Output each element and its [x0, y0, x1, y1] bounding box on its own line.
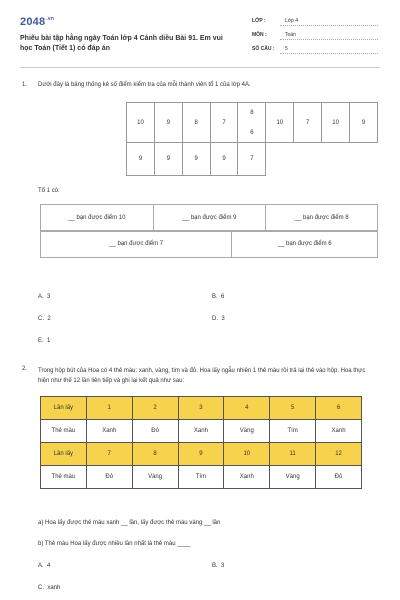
table-cell: Tím: [178, 466, 224, 489]
answer-box[interactable]: __ bạn được điểm 7: [41, 231, 232, 258]
answer-box[interactable]: __ bạn được điểm 8: [266, 205, 378, 232]
subject-value: Toán: [285, 32, 296, 38]
table-cell: Đỏ: [132, 420, 178, 443]
question-count-value: 5: [285, 46, 288, 52]
score-cell: 7: [294, 103, 322, 143]
table-row: [41, 397, 362, 420]
divider: [280, 25, 378, 26]
score-cell: 10: [127, 103, 155, 143]
score-value: 8: [250, 109, 254, 116]
table-cell: 7: [86, 443, 132, 466]
option-letter: B.: [212, 294, 218, 300]
table-cell: 9: [178, 443, 224, 466]
table-cell: Xanh: [224, 466, 270, 489]
score-table: [126, 102, 378, 176]
question-1-number: 1.: [22, 82, 28, 88]
class-value: Lớp 4: [285, 18, 299, 24]
table-cell: Xanh: [86, 420, 132, 443]
option-letter: B.: [212, 563, 218, 569]
option-b[interactable]: [212, 294, 224, 300]
option-value: 1: [47, 338, 51, 344]
divider: [280, 39, 378, 40]
score-cell: 9: [182, 143, 210, 176]
table-cell: 1: [86, 397, 132, 420]
score-cell: 10: [322, 103, 350, 143]
score-cell: 8: [182, 103, 210, 143]
class-label: LỚP :: [252, 18, 266, 24]
row-label: Thẻ màu: [41, 420, 87, 443]
table-cell: Vàng: [224, 420, 270, 443]
subject-label: MÔN :: [252, 32, 267, 38]
table-cell: 8: [132, 443, 178, 466]
question-2-text: Trong hộp bút của Hoa có 4 thẻ màu: xanh, vàng, tím và đỏ. Hoa lấy ngẫu nhiên 1 thẻ màu rồi trả lại thẻ vào hộp. Hoa thực hiện như thế 12 lần liên tiếp và ghi lại kết quả như sau:: [38, 368, 366, 384]
answer-box[interactable]: __ bạn được điểm 9: [153, 205, 266, 232]
question-1-prompt: Tổ 1 có:: [38, 188, 60, 194]
option-value: 6: [221, 294, 225, 300]
question-2-part-b: b) Thẻ màu Hoa lấy được nhiều lần nhất là thẻ màu ____: [38, 541, 191, 547]
answer-box[interactable]: __ bạn được điểm 6: [232, 231, 378, 258]
row-label: Thẻ màu: [41, 466, 87, 489]
logo-suffix: .vn: [46, 16, 55, 23]
option-c[interactable]: [38, 585, 60, 591]
score-cell: 7: [238, 143, 266, 176]
table-cell: 12: [316, 443, 362, 466]
table-cell: Vàng: [132, 466, 178, 489]
table-row: [41, 466, 362, 489]
table-cell: 5: [270, 397, 316, 420]
option-letter: A.: [38, 294, 44, 300]
table-cell: Tím: [270, 420, 316, 443]
option-letter: C.: [38, 585, 44, 591]
option-b[interactable]: [212, 563, 224, 569]
option-e[interactable]: [38, 338, 50, 344]
question-2-number: 2.: [22, 366, 28, 372]
table-cell: Xanh: [316, 420, 362, 443]
option-letter: E.: [38, 338, 44, 344]
score-cell: 10: [266, 103, 294, 143]
option-value: 3: [221, 316, 225, 322]
table-cell: 11: [270, 443, 316, 466]
row-label: Lần lấy: [41, 397, 87, 420]
score-cell: 9: [154, 143, 182, 176]
answer-boxes-row-2: [40, 230, 378, 258]
option-value: 2: [47, 316, 51, 322]
question-2-part-a: a) Hoa lấy được thẻ màu xanh __ lần, lấy được thẻ màu vàng __ lần: [38, 520, 221, 526]
score-cell: 7: [210, 103, 238, 143]
table-row: [41, 420, 362, 443]
row-label: Lần lấy: [41, 443, 87, 466]
table-cell: Xanh: [178, 420, 224, 443]
score-cell: 9: [350, 103, 378, 143]
table-cell: 10: [224, 443, 270, 466]
divider: [280, 53, 378, 54]
header-divider: [20, 67, 380, 68]
table-cell: 2: [132, 397, 178, 420]
score-value: 6: [250, 129, 254, 136]
option-letter: C.: [38, 316, 44, 322]
table-cell: Đỏ: [86, 466, 132, 489]
logo-text: 2048: [20, 16, 46, 28]
site-logo[interactable]: [20, 16, 54, 28]
class-field: [252, 18, 382, 28]
table-cell: Đỏ: [316, 466, 362, 489]
table-row: [41, 443, 362, 466]
answer-boxes-row-1: [40, 204, 378, 232]
option-a[interactable]: [38, 563, 50, 569]
table-cell: Vàng: [270, 466, 316, 489]
option-value: 3: [221, 563, 225, 569]
table-cell: 4: [224, 397, 270, 420]
table-cell: 3: [178, 397, 224, 420]
score-cell: 9: [154, 103, 182, 143]
option-c[interactable]: [38, 316, 51, 322]
question-count-field: [252, 46, 382, 56]
option-value: xanh: [47, 585, 61, 591]
color-card-table: [40, 396, 362, 489]
option-value: 4: [47, 563, 51, 569]
option-d[interactable]: [212, 316, 225, 322]
answer-box[interactable]: __ bạn được điểm 10: [41, 205, 154, 232]
score-cell: 9: [127, 143, 155, 176]
question-count-label: SỐ CÂU :: [252, 46, 275, 52]
option-letter: D.: [212, 316, 218, 322]
subject-field: [252, 32, 382, 42]
score-cell: 9: [210, 143, 238, 176]
worksheet-title: Phiếu bài tập hằng ngày Toán lớp 4 Cánh diều Bài 91. Em vui học Toán (Tiết 1) có đáp án: [20, 35, 223, 52]
question-1-text: Dưới đây là bảng thống kê số điểm kiểm tra của mỗi thành viên tổ 1 của lớp 4A.: [38, 82, 251, 88]
option-value: 3: [47, 294, 51, 300]
option-letter: A.: [38, 563, 44, 569]
option-a[interactable]: [38, 294, 50, 300]
score-split-cell: [238, 103, 266, 143]
table-cell: 6: [316, 397, 362, 420]
